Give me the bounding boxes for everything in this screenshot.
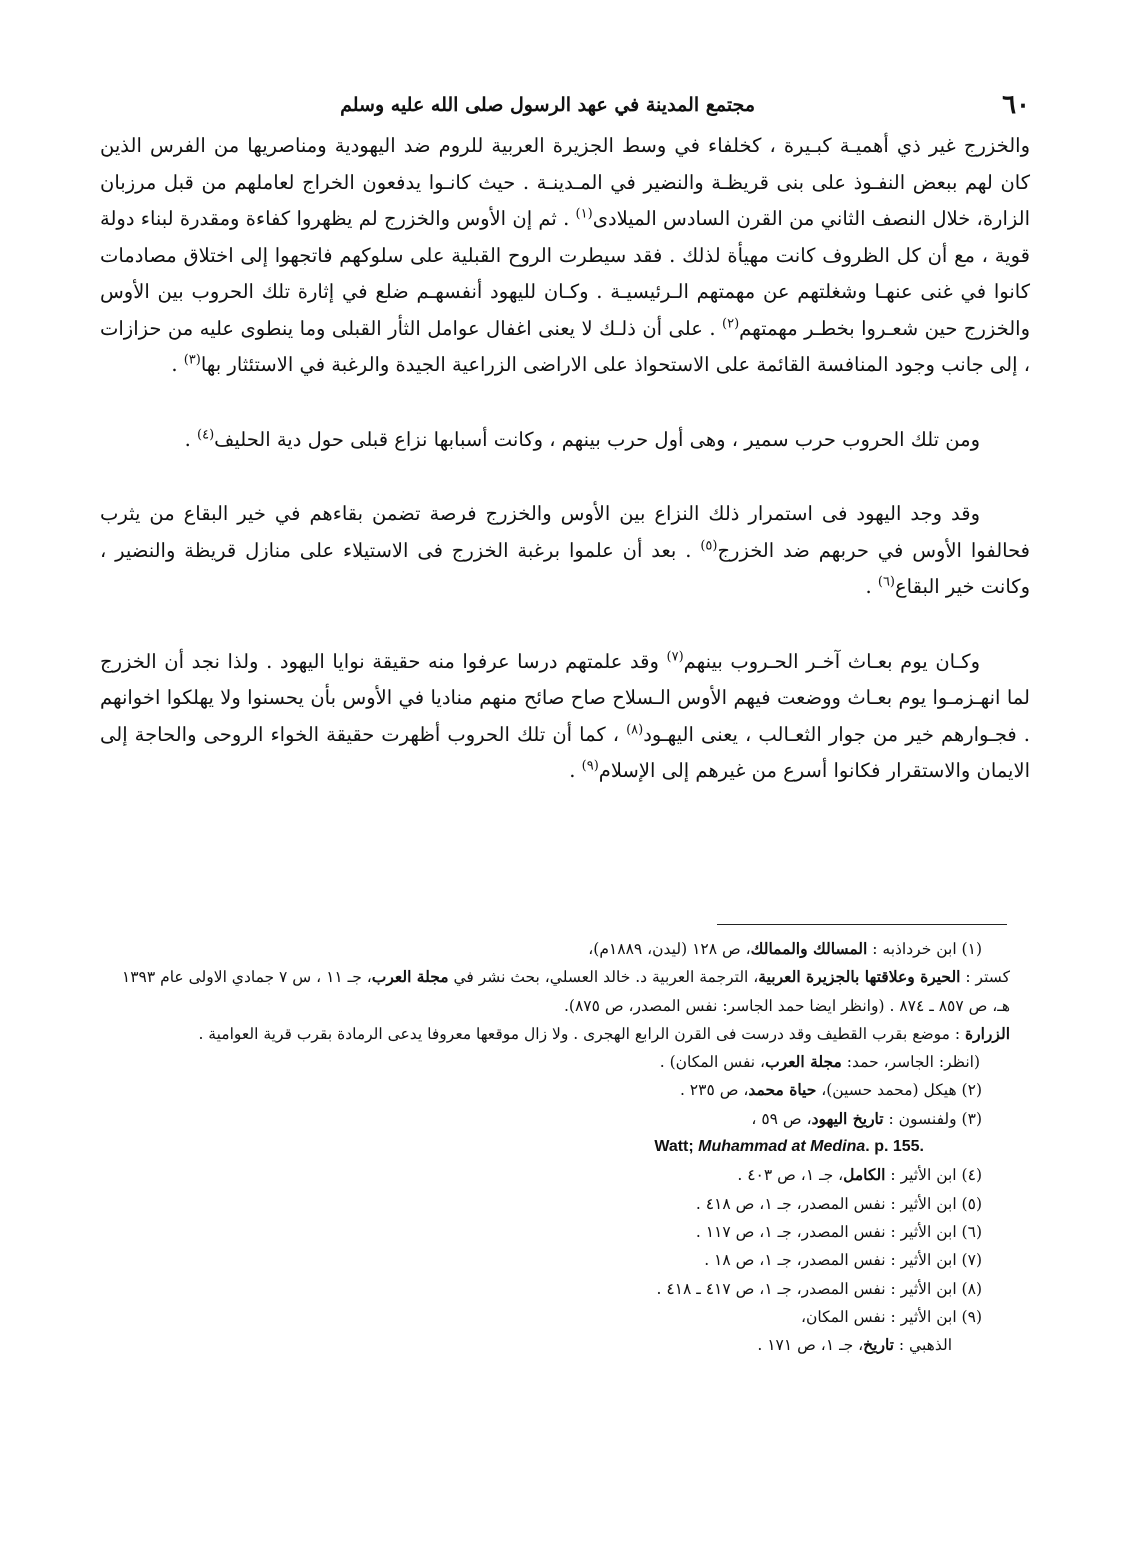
footnote-text: ، ص ٢٣٥ . — [679, 1081, 749, 1100]
paragraph-text: وكـان يوم بعـاث آخـر الحـروب بينهم — [683, 649, 980, 673]
footnote-5: (٥) ابن الأثير : نفس المصدر، جـ ١، ص ٤١٨ . — [695, 1194, 982, 1213]
footnote-ref-4[interactable]: (٤) — [197, 427, 215, 442]
paragraph-text: . — [184, 427, 198, 451]
footnote-1-reference — [100, 1048, 1030, 1076]
footnote-text: (انظر: الجاسر، حمد: — [841, 1053, 980, 1072]
paragraph-text: ومن تلك الحروب حرب سمير ، وهى أول حرب بينهم ، وكانت أسبابها نزاع قبلى حول دية الحليف — [214, 427, 980, 451]
footnote-ref-9[interactable]: (٩) — [581, 758, 599, 774]
footnotes — [100, 935, 1030, 1359]
footnote-source-title: الكامل — [843, 1165, 886, 1185]
paragraph-1 — [100, 128, 1030, 384]
footnote-text: ، جـ ١، ص ١٧١ . — [757, 1336, 864, 1355]
footnote-ref-5[interactable]: (٥) — [700, 538, 718, 553]
footnote-source-title: مجلة العرب — [765, 1052, 842, 1072]
footnote-text: ، الترجمة العربية د. خالد العسلي، بحث نشر في — [448, 968, 759, 987]
paragraph-text: ، كما أن تلك الحروب أظهرت حقيقة الخواء الروحى والحاجة إلى الايمان والاستقرار فكانوا أسرع من غيرهم إلى الإسلام — [100, 722, 1030, 782]
paragraph-text: وقد علمتهم درسا عرفوا منه حقيقة نوايا اليهود . ولذا نجد أن الخزرج لما انهـزمـوا يوم بعـاث ووضعت فيهم الأوس الـسلاح صاح صائح منهم مناديا في الأوس بأن يحسنوا ولا يهلكوا اخوانهم . فجـوارهم خير من جوار الثعـالب ، يعنى اليهـود — [100, 649, 1030, 746]
paragraph-3 — [100, 496, 1030, 606]
paragraph-text: . ثم إن الأوس والخزرج لم يظهروا كفاءة ومقدرة لبناء دولة قوية ، مع أن كل الظروف كانت مهيأة لذلك . فقد سيطرت الروح القبلية على سلوكهم فاتجهوا إلى اختلاق مصادمات كانوا في غنى عنهـا وشغلتهم عن مهمتهم الـرئيسيـة . وكـان لليهود أنفسهـم ضلع في إثارة تلك الحروب بين الأوس والخزرج حين شعـروا بخطـر مهمتهم — [100, 207, 1031, 340]
footnote-author: Watt; — [654, 1138, 699, 1156]
footnote-ref-3[interactable]: (٣) — [183, 352, 201, 368]
footnote-ref-2[interactable]: (٢) — [722, 316, 740, 331]
footnote-1-continued — [100, 963, 1030, 1020]
footnote-source-title: Muhammad at Medina — [698, 1138, 866, 1156]
paragraph-2 — [100, 422, 1030, 459]
footnote-text: هيكل (محمد حسين)، — [816, 1081, 957, 1100]
footnote-number: (٣) — [956, 1109, 982, 1128]
paragraph-4 — [100, 644, 1030, 790]
paragraph-text: . — [865, 575, 878, 598]
footnote-text: . p. 155. — [865, 1138, 924, 1156]
footnote-ref-6[interactable]: (٦) — [877, 574, 895, 590]
footnote-text: ، ص ١٢٨ (ليدن، ١٨٨٩م)، — [588, 940, 751, 958]
footnote-7: (٧) ابن الأثير : نفس المصدر، جـ ١، ص ١٨ . — [704, 1251, 982, 1270]
paragraph-text: . — [569, 759, 582, 782]
footnote-text: ، نفس المكان) . — [659, 1053, 766, 1072]
footnote-3 — [100, 1105, 1030, 1133]
footnote-ref-7[interactable]: (٧) — [666, 649, 684, 664]
footnote-separator — [717, 924, 1007, 925]
footnote-term: الزرارة — [965, 1023, 1010, 1043]
footnote-1 — [100, 935, 1030, 963]
footnote-source-title: الحيرة وعلاقتها بالجزيرة العربية — [758, 967, 961, 987]
footnote-text: الذهبي : — [893, 1336, 952, 1355]
footnote-text: ابن الأثير : — [885, 1166, 957, 1185]
footnote-6: (٦) ابن الأثير : نفس المصدر، جـ ١، ص ١١٧ . — [695, 1222, 982, 1241]
footnote-9-continued — [100, 1331, 1030, 1359]
footnote-text: ، جـ ١١ ، س ٧ جمادي الاولى عام ١٣٩٣ هـ، ص ٨٥٧ ـ ٨٧٤ . (وانظر ايضا حمد الجاسر: نفس المصدر، ص ٨٧٥). — [121, 968, 1010, 1015]
footnote-text: كستر : — [960, 968, 1010, 987]
footnote-source-title: تاريخ — [863, 1335, 894, 1355]
footnote-text: ولفنسون : — [883, 1109, 957, 1128]
running-header — [100, 88, 1030, 124]
footnote-source-title: المسالك والممالك — [750, 939, 868, 958]
footnote-1-note — [100, 1020, 1030, 1048]
paragraph-text: . بعد أن علموا برغبة الخزرج فى الاستيلاء على منازل قريظة والنضير ، وكانت خير البقاع — [100, 538, 1030, 598]
footnote-text: : موضع بقرب القطيف وقد درست فى القرن الرابع الهجرى . ولا زال موقعها معروفا يدعى الرمادة بقرب قرية العوامية . — [198, 1024, 966, 1043]
header-title: مجتمع المدينة في عهد الرسول صلى الله عليه وسلم — [340, 94, 755, 116]
footnote-text: ، جـ ١، ص ٤٠٣ . — [737, 1166, 844, 1185]
page-number: ٦٠ — [1002, 90, 1030, 120]
footnote-number: (١) — [956, 940, 982, 958]
footnote-source-title: حياة محمد — [748, 1080, 817, 1100]
footnote-ref-8[interactable]: (٨) — [626, 722, 644, 737]
paragraph-text: والخزرج غير ذي أهميـة كبـيرة ، كخلفاء في وسط الجزيرة العربية للروم ضد اليهودية ومناصريها من الفرس الذين كان لهم ببعض النفـوذ على بنى قريظـة والنضير في المـدينـة . حيث كانـوا يدفعون الخراج لعاملهم من قبل مرزبان الزارة، خلال النصف الثاني من القرن السادس الميلادى — [100, 134, 1030, 230]
footnote-4 — [100, 1161, 1030, 1189]
footnote-8: (٨) ابن الأثير : نفس المصدر، جـ ١، ص ٤١٧ ـ ٤١٨ . — [656, 1279, 982, 1298]
footnote-number: (٤) — [956, 1166, 982, 1185]
paragraph-text: . على أن ذلـك لا يعنى اغفال عوامل الثأر القبلى وما ينطوى عليه من حزازات ، إلى جانب وجود المنافسة القائمة على الاستحواذ على الاراضى الزراعية الجيدة والرغبة في الاستئثار بها — [100, 316, 1030, 376]
paragraph-text: . — [171, 353, 184, 376]
footnote-text: ، ص ٥٩ ، — [751, 1109, 812, 1128]
footnote-text: ابن خرداذبه : — [867, 940, 957, 958]
body-text — [100, 128, 1030, 790]
footnote-2 — [100, 1076, 1030, 1104]
paragraph-text: وقد وجد اليهود فى استمرار ذلك النزاع بين الأوس والخزرج فرصة تضمن بقاءهم في خير البقاع من يثرب فحالفوا الأوس في حربهم ضد الخزرج — [100, 502, 1030, 562]
footnote-source-title: تاريخ اليهود — [811, 1108, 884, 1128]
footnote-source-title: مجلة العرب — [371, 967, 449, 987]
footnote-ref-1[interactable]: (١) — [575, 206, 593, 222]
footnote-number: (٢) — [956, 1081, 982, 1100]
footnote-3-latin-reference — [100, 1133, 1030, 1161]
footnote-9: (٩) ابن الأثير : نفس المكان، — [801, 1307, 982, 1326]
